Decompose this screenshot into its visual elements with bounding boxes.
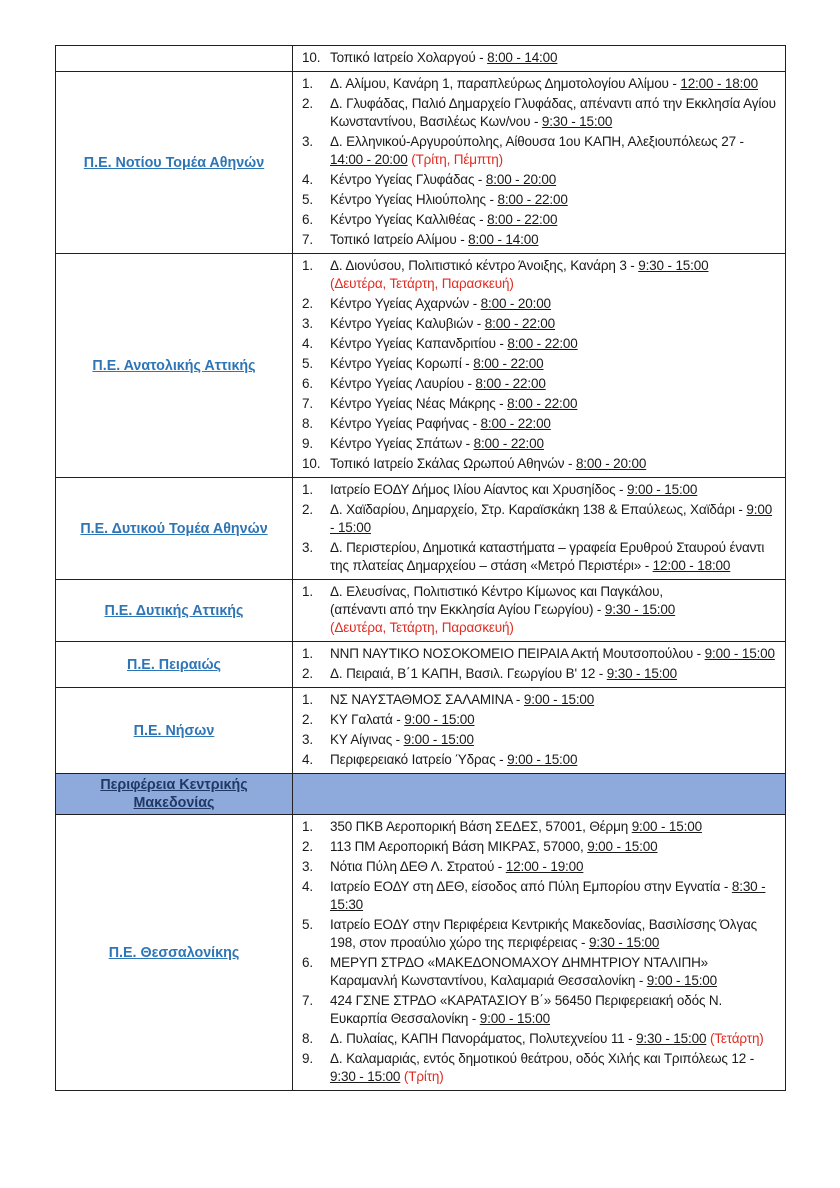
clinic-hours: 14:00 - 20:00 bbox=[330, 152, 408, 167]
region-header-empty-cell bbox=[293, 774, 786, 815]
clinic-item bbox=[299, 375, 779, 393]
clinic-hours: 8:00 - 20:00 bbox=[480, 296, 551, 311]
items-cell-pe-peiraios bbox=[293, 642, 786, 688]
clinic-item-text: Τοπικό Ιατρείο Χολαργού - 8:00 - 14:00 bbox=[330, 50, 558, 65]
clinic-item bbox=[299, 645, 779, 663]
clinic-item-text: Δ. Αλίμου, Κανάρη 1, παραπλεύρως Δημοτολογίου Αλίμου - 12:00 - 18:00 bbox=[330, 76, 758, 91]
clinic-item bbox=[299, 335, 779, 353]
clinic-item-text: Κέντρο Υγείας Νέας Μάκρης - 8:00 - 22:00 bbox=[330, 396, 578, 411]
clinic-hours: 9:00 - 15:00 bbox=[704, 646, 775, 661]
clinic-item bbox=[299, 415, 779, 433]
item-number: 5. bbox=[302, 917, 313, 932]
clinic-item-text: Κέντρο Υγείας Ραφήνας - 8:00 - 22:00 bbox=[330, 416, 551, 431]
clinic-item bbox=[299, 355, 779, 373]
clinic-hours: 8:00 - 14:00 bbox=[487, 50, 558, 65]
clinic-item-text: Κέντρο Υγείας Καλυβιών - 8:00 - 22:00 bbox=[330, 316, 556, 331]
table-row-perifereia-kentrikis-makedonias bbox=[56, 774, 786, 815]
clinic-item bbox=[299, 315, 779, 333]
table-row-pe-dytikis-attikis bbox=[56, 580, 786, 642]
clinic-hours: 9:30 - 15:00 bbox=[638, 258, 709, 273]
clinic-item bbox=[299, 49, 779, 67]
item-number: 4. bbox=[302, 336, 313, 351]
item-number: 3. bbox=[302, 134, 313, 149]
clinic-item bbox=[299, 916, 779, 952]
item-number: 10. bbox=[302, 50, 321, 65]
clinic-item-text: Δ. Διονύσου, Πολιτιστικό κέντρο Άνοιξης, Κανάρη 3 - 9:30 - 15:00 (Δευτέρα, Τετάρτη, Παρασκευή) bbox=[330, 258, 709, 291]
region-link-pe-dytikis-attikis[interactable]: Π.Ε. Δυτικής Αττικής bbox=[104, 602, 244, 619]
item-number: 3. bbox=[302, 732, 313, 747]
item-number: 4. bbox=[302, 752, 313, 767]
region-cell-pe-nison bbox=[56, 688, 293, 774]
item-number: 7. bbox=[302, 232, 313, 247]
clinic-item-text: Κέντρο Υγείας Ηλιούπολης - 8:00 - 22:00 bbox=[330, 192, 568, 207]
clinic-hours: 8:00 - 22:00 bbox=[507, 336, 578, 351]
clinic-item-text: 350 ΠΚΒ Αεροπορική Βάση ΣΕΔΕΣ, 57001, Θέρμη 9:00 - 15:00 bbox=[330, 819, 702, 834]
clinic-item-text: Νότια Πύλη ΔΕΘ Λ. Στρατού - 12:00 - 19:00 bbox=[330, 859, 584, 874]
item-number: 5. bbox=[302, 192, 313, 207]
clinic-item-text: Δ. Ελευσίνας, Πολιτιστικό Κέντρο Κίμωνος και Παγκάλου, (απέναντι από την Εκκλησία Αγίου Γεωργίου) - 9:30 - 15:00 (Δευτέρα, Τετάρτη, Παρασκευή) bbox=[330, 584, 676, 635]
clinic-item bbox=[299, 501, 779, 537]
clinic-item-text: 113 ΠΜ Αεροπορική Βάση ΜΙΚΡΑΣ, 57000, 9:00 - 15:00 bbox=[330, 839, 658, 854]
region-link-pe-nison[interactable]: Π.Ε. Νήσων bbox=[133, 722, 215, 739]
clinic-item-text: Κέντρο Υγείας Γλυφάδας - 8:00 - 20:00 bbox=[330, 172, 557, 187]
item-number: 10. bbox=[302, 456, 321, 471]
clinic-item-text: 424 ΓΣΝΕ ΣΤΡΔΟ «ΚΑΡΑΤΑΣΙΟΥ Β΄» 56450 Περιφερειακή οδός Ν. Ευκαρπία Θεσσαλονίκη - 9:00 - 15:00 bbox=[330, 993, 723, 1026]
clinic-hours: 9:00 - 15:00 bbox=[404, 712, 475, 727]
table-row-pe-dytikou-tomea-athinon bbox=[56, 478, 786, 580]
item-number: 2. bbox=[302, 96, 313, 111]
clinic-hours: 8:00 - 22:00 bbox=[473, 436, 544, 451]
clinic-item bbox=[299, 818, 779, 836]
clinic-item bbox=[299, 1050, 779, 1086]
clinic-hours: 8:00 - 22:00 bbox=[497, 192, 568, 207]
clinic-item bbox=[299, 858, 779, 876]
item-number: 3. bbox=[302, 316, 313, 331]
clinic-item-text: Κέντρο Υγείας Σπάτων - 8:00 - 22:00 bbox=[330, 436, 544, 451]
clinic-item-text: Δ. Ελληνικού-Αργυρούπολης, Αίθουσα 1ου ΚΑΠΗ, Αλεξιουπόλεως 27 - 14:00 - 20:00 (Τρίτη, Πέμπτη) bbox=[330, 134, 744, 167]
clinic-hours: 9:00 - 15:00 bbox=[627, 482, 698, 497]
item-number: 2. bbox=[302, 296, 313, 311]
region-cell-pe-thessalonikis bbox=[56, 815, 293, 1091]
item-number: 1. bbox=[302, 482, 313, 497]
clinic-hours: 9:00 - 15:00 bbox=[507, 752, 578, 767]
clinic-item bbox=[299, 954, 779, 990]
table-row-previous-section-continuation bbox=[56, 46, 786, 72]
clinic-item-text: Κέντρο Υγείας Αχαρνών - 8:00 - 20:00 bbox=[330, 296, 551, 311]
region-link-pe-anatolikis-attikis[interactable]: Π.Ε. Ανατολικής Αττικής bbox=[92, 357, 256, 374]
item-number: 1. bbox=[302, 76, 313, 91]
items-cell-previous-section-continuation bbox=[293, 46, 786, 72]
clinic-item bbox=[299, 455, 779, 473]
clinic-item-text: Δ. Περιστερίου, Δημοτικά καταστήματα – γραφεία Ερυθρού Σταυρού έναντι της πλατείας Δημαρχείου – στάση «Μετρό Περιστέρι» - 12:00 - 18:00 bbox=[330, 540, 765, 573]
item-number: 2. bbox=[302, 666, 313, 681]
clinic-item bbox=[299, 171, 779, 189]
item-number: 8. bbox=[302, 416, 313, 431]
region-link-pe-thessalonikis[interactable]: Π.Ε. Θεσσαλονίκης bbox=[108, 944, 240, 961]
clinic-hours: 8:00 - 22:00 bbox=[480, 416, 551, 431]
clinic-item-text: ΝΣ ΝΑΥΣΤΑΘΜΟΣ ΣΑΛΑΜΙΝΑ - 9:00 - 15:00 bbox=[330, 692, 595, 707]
clinic-item-text: Δ. Πειραιά, Β΄1 ΚΑΠΗ, Βασιλ. Γεωργίου Β' 12 - 9:30 - 15:00 bbox=[330, 666, 678, 681]
table-row-pe-nison bbox=[56, 688, 786, 774]
clinic-item bbox=[299, 751, 779, 769]
clinic-hours: 8:00 - 22:00 bbox=[475, 376, 546, 391]
clinic-hours: 8:30 - 15:30 bbox=[330, 879, 766, 912]
region-link-pe-dytikou-tomea-athinon[interactable]: Π.Ε. Δυτικού Τομέα Αθηνών bbox=[80, 520, 268, 537]
clinic-item bbox=[299, 211, 779, 229]
region-cell-pe-peiraios bbox=[56, 642, 293, 688]
clinic-item bbox=[299, 257, 779, 293]
item-number: 1. bbox=[302, 258, 313, 273]
table-row-pe-notiou-tomea-athinon bbox=[56, 72, 786, 254]
clinic-item bbox=[299, 435, 779, 453]
clinic-hours: 9:00 - 15:00 bbox=[330, 502, 773, 535]
items-cell-pe-dytikis-attikis bbox=[293, 580, 786, 642]
item-number: 3. bbox=[302, 540, 313, 555]
clinic-item bbox=[299, 731, 779, 749]
item-number: 1. bbox=[302, 646, 313, 661]
clinic-hours: 8:00 - 14:00 bbox=[468, 232, 539, 247]
region-cell-previous-section-continuation bbox=[56, 46, 293, 72]
clinic-item bbox=[299, 878, 779, 914]
clinic-item-text: Ιατρείο ΕΟΔΥ στην Περιφέρεια Κεντρικής Μακεδονίας, Βασιλίσσης Όλγας 198, στον προαύλιο χώρο της περιφέρειας - 9:30 - 15:00 bbox=[330, 917, 757, 950]
table-row-pe-thessalonikis bbox=[56, 815, 786, 1091]
clinic-days: (Τρίτη) bbox=[403, 1069, 444, 1084]
item-number: 6. bbox=[302, 376, 313, 391]
clinic-hours: 9:30 - 15:00 bbox=[636, 1031, 707, 1046]
clinic-item bbox=[299, 95, 779, 131]
items-cell-pe-anatolikis-attikis bbox=[293, 254, 786, 478]
item-number: 1. bbox=[302, 584, 313, 599]
item-number: 4. bbox=[302, 172, 313, 187]
clinic-hours: 9:30 - 15:00 bbox=[589, 935, 660, 950]
item-number: 6. bbox=[302, 212, 313, 227]
clinic-days: (Τρίτη, Πέμπτη) bbox=[411, 152, 503, 167]
clinic-item-text: Κέντρο Υγείας Λαυρίου - 8:00 - 22:00 bbox=[330, 376, 546, 391]
clinic-hours: 9:30 - 15:00 bbox=[541, 114, 613, 129]
clinic-hours: 9:00 - 15:00 bbox=[646, 973, 718, 988]
clinic-days: (Τετάρτη) bbox=[709, 1031, 764, 1046]
clinic-hours: 8:00 - 20:00 bbox=[485, 172, 557, 187]
clinic-hours: 9:30 - 15:00 bbox=[606, 666, 678, 681]
clinic-hours: 9:00 - 15:00 bbox=[523, 692, 595, 707]
clinic-item bbox=[299, 583, 779, 637]
clinic-item bbox=[299, 481, 779, 499]
clinic-hours: 9:30 - 15:00 bbox=[604, 602, 676, 617]
clinic-item-text: Κέντρο Υγείας Καπανδριτίου - 8:00 - 22:00 bbox=[330, 336, 578, 351]
clinic-item bbox=[299, 1030, 779, 1048]
clinic-item-text: ΚΥ Αίγινας - 9:00 - 15:00 bbox=[330, 732, 474, 747]
region-link-pe-peiraios[interactable]: Π.Ε. Πειραιώς bbox=[127, 656, 221, 673]
clinic-item-text: Δ. Καλαμαριάς, εντός δημοτικού θεάτρου, οδός Χιλής και Τριπόλεως 12 - 9:30 - 15:00 (Τρίτη) bbox=[330, 1051, 755, 1084]
clinic-days: (Δευτέρα, Τετάρτη, Παρασκευή) bbox=[330, 276, 514, 291]
region-link-pe-notiou-tomea-athinon[interactable]: Π.Ε. Νοτίου Τομέα Αθηνών bbox=[83, 154, 265, 171]
clinic-hours: 8:00 - 22:00 bbox=[473, 356, 544, 371]
region-cell-pe-anatolikis-attikis bbox=[56, 254, 293, 478]
region-cell-pe-notiou-tomea-athinon bbox=[56, 72, 293, 254]
clinic-item-text: Τοπικό Ιατρείο Αλίμου - 8:00 - 14:00 bbox=[330, 232, 539, 247]
clinic-item bbox=[299, 133, 779, 169]
clinic-item-text: Περιφερειακό Ιατρείο Ύδρας - 9:00 - 15:00 bbox=[330, 752, 578, 767]
clinic-item-text: Δ. Χαϊδαρίου, Δημαρχείο, Στρ. Καραϊσκάκη 138 & Επαύλεως, Χαϊδάρι - 9:00 - 15:00 bbox=[330, 502, 773, 535]
schedule-table-body bbox=[56, 46, 786, 1091]
clinic-item-text: Ιατρείο ΕΟΔΥ Δήμος Ιλίου Αίαντος και Χρυσηίδος - 9:00 - 15:00 bbox=[330, 482, 698, 497]
clinic-item bbox=[299, 539, 779, 575]
clinic-item bbox=[299, 711, 779, 729]
clinic-hours: 9:00 - 15:00 bbox=[631, 819, 702, 834]
item-number: 3. bbox=[302, 859, 313, 874]
item-number: 5. bbox=[302, 356, 313, 371]
clinic-hours: 8:00 - 22:00 bbox=[507, 396, 578, 411]
items-cell-pe-nison bbox=[293, 688, 786, 774]
item-number: 9. bbox=[302, 1051, 313, 1066]
clinic-item bbox=[299, 691, 779, 709]
clinic-item-text: ΝΝΠ ΝΑΥΤΙΚΟ ΝΟΣΟΚΟΜΕΙΟ ΠΕΙΡΑΙΑ Ακτή Μουτσοπούλου - 9:00 - 15:00 bbox=[330, 646, 775, 661]
clinic-item bbox=[299, 838, 779, 856]
item-number: 7. bbox=[302, 993, 313, 1008]
table-row-pe-peiraios bbox=[56, 642, 786, 688]
clinic-item-text: Τοπικό Ιατρείο Σκάλας Ωρωπού Αθηνών - 8:00 - 20:00 bbox=[330, 456, 647, 471]
clinic-item bbox=[299, 395, 779, 413]
items-cell-pe-thessalonikis bbox=[293, 815, 786, 1091]
item-number: 2. bbox=[302, 712, 313, 727]
item-number: 8. bbox=[302, 1031, 313, 1046]
region-cell-pe-dytikou-tomea-athinon bbox=[56, 478, 293, 580]
clinic-hours: 8:00 - 22:00 bbox=[484, 316, 556, 331]
items-cell-pe-dytikou-tomea-athinon bbox=[293, 478, 786, 580]
clinic-item-text: ΚΥ Γαλατά - 9:00 - 15:00 bbox=[330, 712, 475, 727]
clinic-hours: 9:00 - 15:00 bbox=[479, 1011, 550, 1026]
clinic-hours: 9:00 - 15:00 bbox=[587, 839, 658, 854]
item-number: 1. bbox=[302, 819, 313, 834]
clinic-item-text: Ιατρείο ΕΟΔΥ στη ΔΕΘ, είσοδος από Πύλη Εμπορίου στην Εγνατία - 8:30 - 15:30 bbox=[330, 879, 766, 912]
items-cell-pe-notiou-tomea-athinon bbox=[293, 72, 786, 254]
clinic-item bbox=[299, 665, 779, 683]
clinic-item bbox=[299, 231, 779, 249]
region-header-label[interactable]: Περιφέρεια Κεντρικής Μακεδονίας bbox=[100, 777, 248, 811]
clinic-hours: 12:00 - 18:00 bbox=[680, 76, 758, 91]
clinic-item bbox=[299, 295, 779, 313]
region-header-cell bbox=[56, 774, 293, 815]
item-number: 6. bbox=[302, 955, 313, 970]
clinic-item-text: Κέντρο Υγείας Καλλιθέας - 8:00 - 22:00 bbox=[330, 212, 558, 227]
item-number: 4. bbox=[302, 879, 313, 894]
clinic-item-text: Δ. Γλυφάδας, Παλιό Δημαρχείο Γλυφάδας, απέναντι από την Εκκλησία Αγίου Κωνσταντίνου, Βασιλέως Κων/νου - 9:30 - 15:00 bbox=[330, 96, 776, 129]
clinic-hours: 9:30 - 15:00 bbox=[330, 1069, 401, 1084]
clinic-days: (Δευτέρα, Τετάρτη, Παρασκευή) bbox=[330, 620, 514, 635]
item-number: 9. bbox=[302, 436, 313, 451]
item-number: 7. bbox=[302, 396, 313, 411]
clinic-hours: 8:00 - 20:00 bbox=[575, 456, 647, 471]
clinic-item-text: Δ. Πυλαίας, ΚΑΠΗ Πανοράματος, Πολυτεχνείου 11 - 9:30 - 15:00 (Τετάρτη) bbox=[330, 1031, 764, 1046]
clinic-item-text: ΜΕΡΥΠ ΣΤΡΔΟ «ΜΑΚΕΔΟΝΟΜΑΧΟΥ ΔΗΜΗΤΡΙΟΥ ΝΤΑΛΙΠΗ» Καραμανλή Κωνσταντίνου, Καλαμαριά Θεσσαλονίκη - 9:00 - 15:00 bbox=[330, 955, 718, 988]
item-number: 1. bbox=[302, 692, 313, 707]
item-number: 2. bbox=[302, 502, 313, 517]
clinic-item bbox=[299, 992, 779, 1028]
clinic-item-text: Κέντρο Υγείας Κορωπί - 8:00 - 22:00 bbox=[330, 356, 544, 371]
clinic-hours: 12:00 - 18:00 bbox=[652, 558, 731, 573]
item-number: 2. bbox=[302, 839, 313, 854]
clinic-hours: 8:00 - 22:00 bbox=[487, 212, 558, 227]
clinic-hours: 9:00 - 15:00 bbox=[403, 732, 474, 747]
table-row-pe-anatolikis-attikis bbox=[56, 254, 786, 478]
clinic-item bbox=[299, 75, 779, 93]
clinic-item bbox=[299, 191, 779, 209]
region-cell-pe-dytikis-attikis bbox=[56, 580, 293, 642]
clinic-hours: 12:00 - 19:00 bbox=[505, 859, 584, 874]
testing-sites-schedule-table bbox=[55, 45, 786, 1091]
